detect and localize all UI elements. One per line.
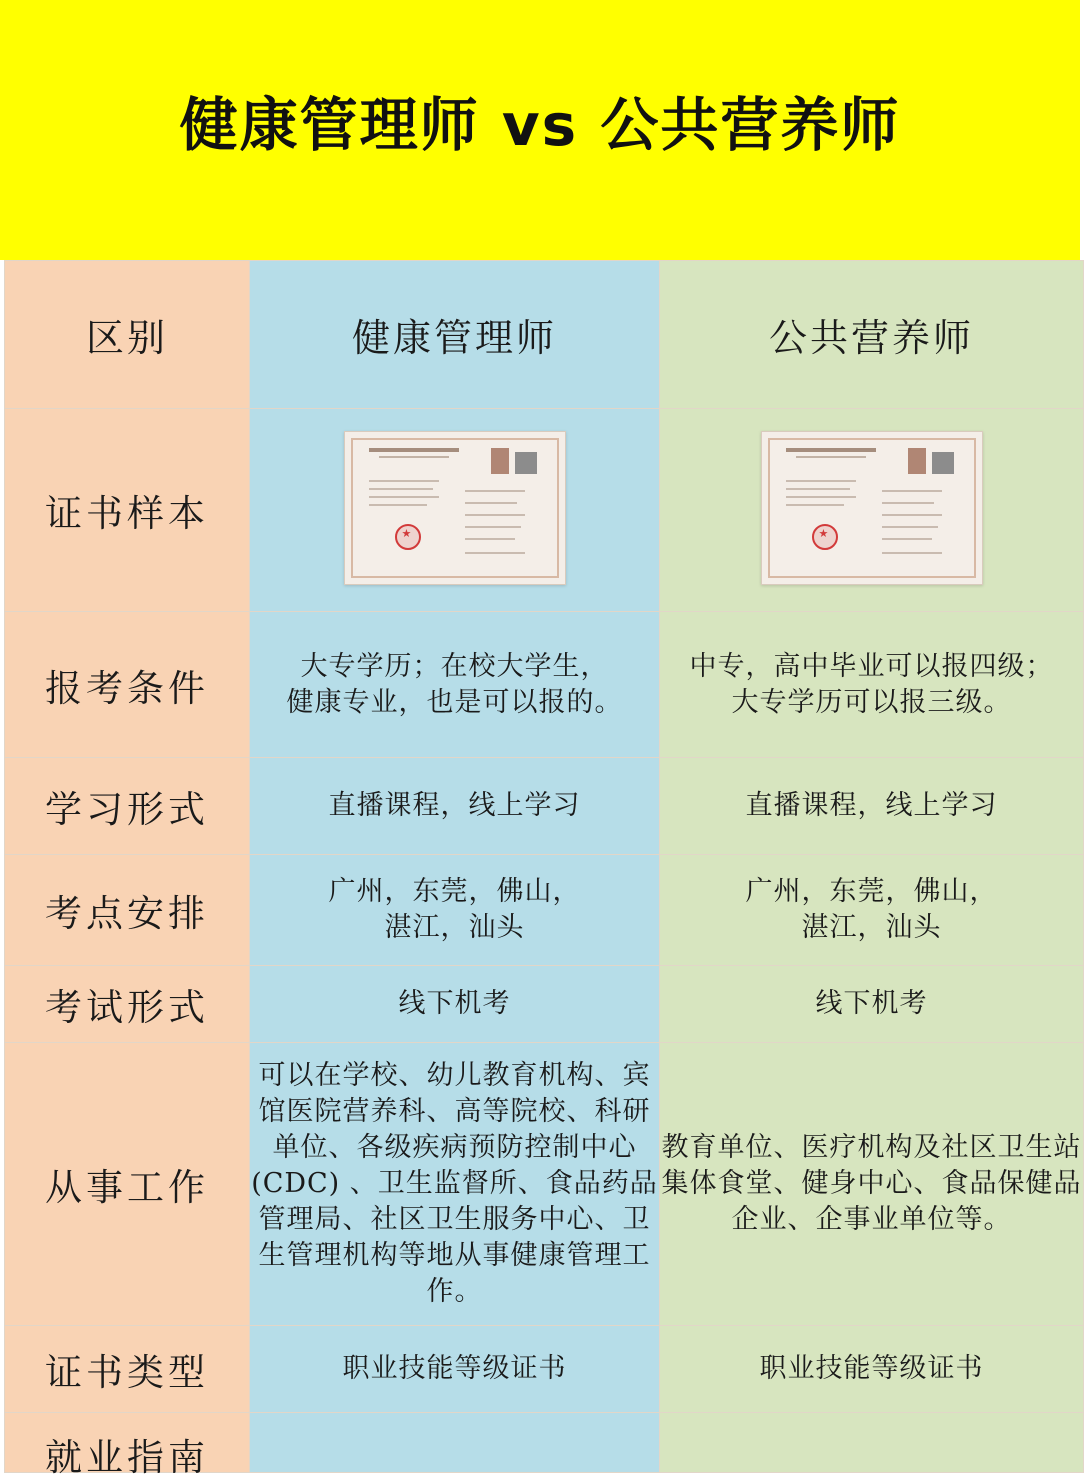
row-label: 考点安排: [5, 855, 250, 966]
comparison-table: [4, 260, 1084, 1479]
cell-health-employment: 可以在学校、幼儿教育机构、宾馆医院营养科、高等院校、科研单位、各级疾病预防控制中心(CDC) 、卫生监督所、食品药品管理局、社区卫生服务中心、卫生管理机构等地从事健康管理工作。: [250, 1043, 660, 1326]
certificate-thumbnail: [344, 431, 566, 585]
table-row-employment-guide: [5, 1413, 1084, 1473]
page-title: 健康管理师 vs 公共营养师: [179, 91, 901, 159]
table-row-eligibility: [5, 612, 1084, 758]
table-row-employment: [5, 1043, 1084, 1326]
cell-health-exam-form: 线下机考: [250, 966, 660, 1043]
title-banner: [0, 0, 1080, 260]
table-row-exam-locations: [5, 855, 1084, 966]
photo-placeholder: [908, 448, 926, 474]
row-label: 就业指南: [5, 1413, 250, 1473]
qr-code-icon: [932, 452, 954, 474]
row-label: 考试形式: [5, 966, 250, 1043]
header-cell-health-manager: 健康管理师: [250, 261, 660, 409]
cell-health-eligibility: 大专学历；在校大学生， 健康专业，也是可以报的。: [250, 612, 660, 758]
cell-nutrition-locations: 广州，东莞，佛山， 湛江，汕头: [660, 855, 1084, 966]
table-row-certificate-sample: [5, 409, 1084, 612]
qr-code-icon: [515, 452, 537, 474]
row-label: 报考条件: [5, 612, 250, 758]
table-row-exam-form: [5, 966, 1084, 1043]
cell-nutrition-eligibility: 中专，高中毕业可以报四级； 大专学历可以报三级。: [660, 612, 1084, 758]
row-label: 从事工作: [5, 1043, 250, 1326]
certificate-image-nutrition: [660, 409, 1084, 612]
header-cell-public-nutritionist: 公共营养师: [660, 261, 1084, 409]
cell-nutrition-study: 直播课程，线上学习: [660, 758, 1084, 855]
cell-health-guide: [250, 1413, 660, 1473]
certificate-thumbnail: [761, 431, 983, 585]
cell-nutrition-guide: [660, 1413, 1084, 1473]
row-label: 证书样本: [5, 409, 250, 612]
red-seal-icon: [812, 524, 838, 550]
certificate-image-health: [250, 409, 660, 612]
table-row-certificate-type: [5, 1326, 1084, 1413]
red-seal-icon: [395, 524, 421, 550]
header-cell-category: 区别: [5, 261, 250, 409]
row-label: 证书类型: [5, 1326, 250, 1413]
cell-health-cert-type: 职业技能等级证书: [250, 1326, 660, 1413]
cell-health-locations: 广州，东莞，佛山， 湛江，汕头: [250, 855, 660, 966]
table-row-study-form: [5, 758, 1084, 855]
cell-health-study: 直播课程，线上学习: [250, 758, 660, 855]
photo-placeholder: [491, 448, 509, 474]
cell-nutrition-employment: 教育单位、医疗机构及社区卫生站集体食堂、健身中心、食品保健品企业、企事业单位等。: [660, 1043, 1084, 1326]
cell-nutrition-cert-type: 职业技能等级证书: [660, 1326, 1084, 1413]
table-header-row: [5, 261, 1084, 409]
row-label: 学习形式: [5, 758, 250, 855]
cell-nutrition-exam-form: 线下机考: [660, 966, 1084, 1043]
